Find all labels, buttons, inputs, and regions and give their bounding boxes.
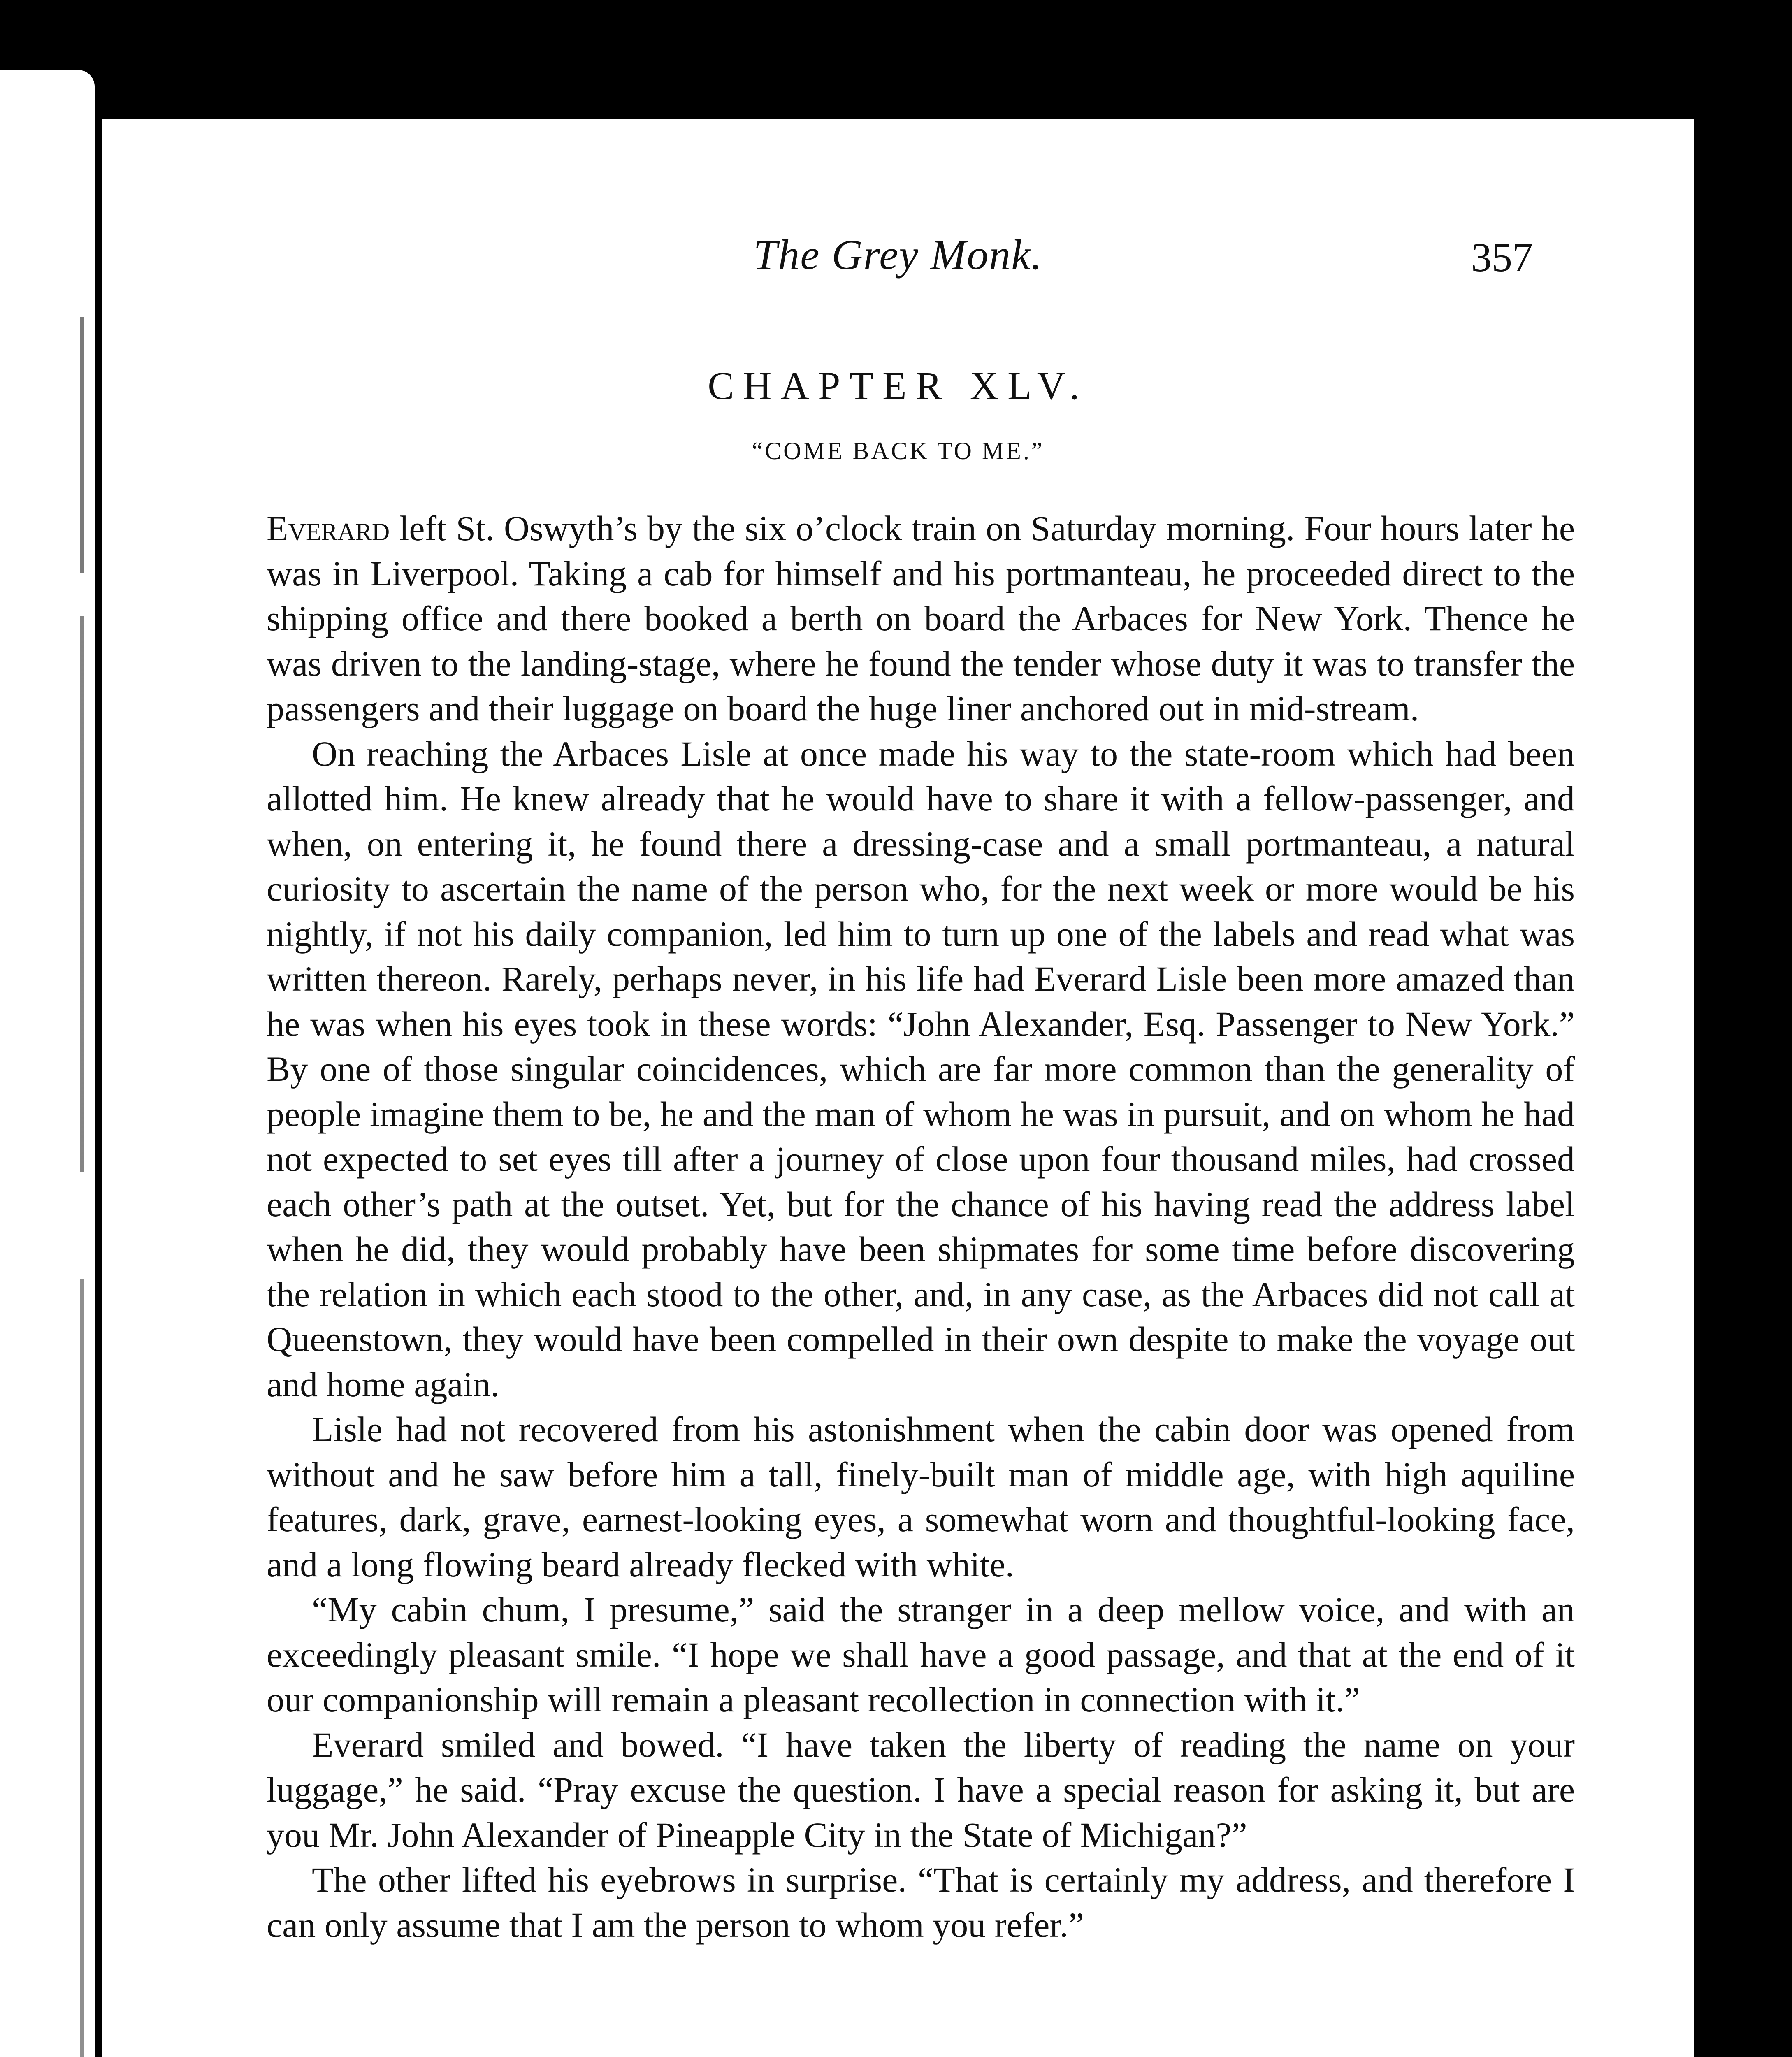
paragraph xyxy=(267,506,1575,731)
paragraph: On reaching the Arbaces Lisle at once made his way to the state-room which had been allotted him. He knew already that he would have to share it with a fellow-passenger, and when, on entering it, he found there a dressing-case and a small portmanteau, a natural curiosity to ascertain the name of the person who, for the next week or more would be his nightly, if not his daily companion, led him to turn up one of the labels and read what was written thereon. Rarely, perhaps never, in his life had Everard Lisle been more amazed than he was when his eyes took in these words: “John Alexander, Esq. Passenger to New York.” By one of those singular coincidences, which are far more common than the generality of people imagine them to be, he and the man of whom he was in pursuit, and on whom he had not expected to set eyes till after a journey of close upon four thousand miles, had crossed each other’s path at the outset. Yet, but for the chance of his having read the address label when he did, they would probably have been shipmates for some time before discovering the relation in which each stood to the other, and, in any case, as the Arbaces did not call at Queenstown, they would have been compelled in their own despite to make the voyage out and home again. xyxy=(267,734,1575,1404)
page-edge-shadow xyxy=(80,317,84,2057)
paragraph: Lisle had not recovered from his astonishment when the cabin door was opened from without and he saw before him a tall, finely-built man of middle age, with high aquiline features, dark, grave, earnest-looking eyes, a somewhat worn and thoughtful-looking face, and a long flowing beard already flecked with white. xyxy=(267,1409,1575,1584)
body-text xyxy=(267,506,1575,1948)
book-page xyxy=(102,119,1694,2057)
running-head xyxy=(102,230,1694,296)
paragraph-text: left St. Oswyth’s by the six o’clock train on Saturday morning. Four hours later he was in Liverpool. Taking a cab for himself and his portmanteau, he proceeded direct to the shipping office and there booked a berth on board the Arbaces for New York. Thence he was driven to the landing-stage, where he found the tender whose duty it was to transfer the passengers and their luggage on board the huge liner anchored out in mid-stream. xyxy=(267,508,1575,728)
running-title: The Grey Monk. xyxy=(753,231,1043,279)
page-number: 357 xyxy=(1471,234,1533,280)
previous-page-edge xyxy=(0,70,95,2057)
paragraph: Everard smiled and bowed. “I have taken the liberty of reading the name on your luggage,” he said. “Pray excuse the question. I have a special reason for asking it, but are you Mr. John Alexander of Pineapple City in the State of Michigan?” xyxy=(267,1725,1575,1855)
chapter-heading: CHAPTER XLV. xyxy=(708,364,1089,408)
paragraph-lead-word: Everard xyxy=(267,508,390,548)
chapter-subtitle: “COME BACK TO ME.” xyxy=(752,437,1045,464)
paragraph: “My cabin chum, I presume,” said the stranger in a deep mellow voice, and with an exceedingly pleasant smile. “I hope we shall have a good passage, and that at the end of it our companionship will remain a pleasant recollection in connection with it.” xyxy=(267,1590,1575,1719)
paragraph: The other lifted his eyebrows in surprise. “That is certainly my address, and therefore I can only assume that I am the person to whom you refer.” xyxy=(267,1860,1575,1945)
